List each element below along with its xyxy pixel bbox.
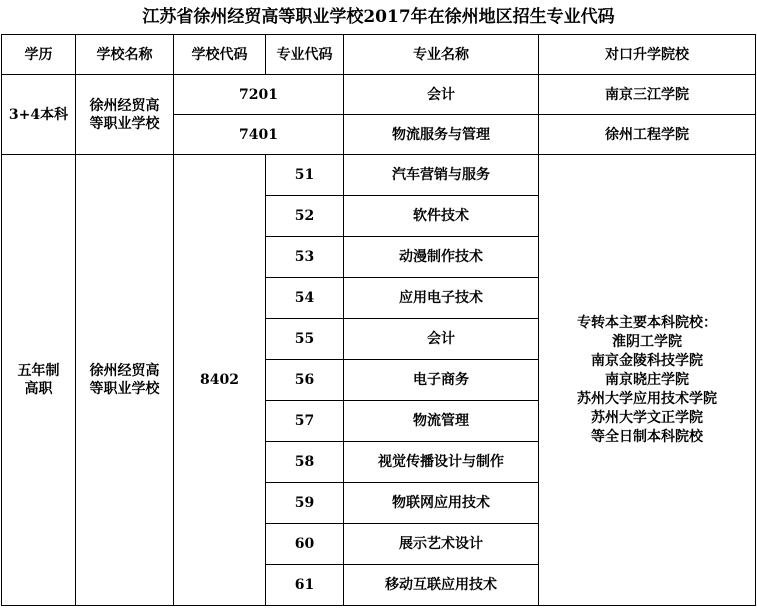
major-code-cell: 59 bbox=[266, 483, 344, 524]
school-name-line: 等职业学校 bbox=[89, 115, 160, 132]
header-level: 学历 bbox=[2, 35, 76, 75]
major-name-cell: 移动互联应用技术 bbox=[344, 565, 539, 606]
table-row bbox=[2, 155, 756, 196]
level-line: 五年制 bbox=[17, 363, 60, 379]
major-code-cell: 58 bbox=[266, 442, 344, 483]
target-college-line: 专转本主要本科院校： bbox=[577, 314, 717, 331]
major-name-cell: 电子商务 bbox=[344, 360, 539, 401]
header-school-name: 学校名称 bbox=[76, 35, 174, 75]
major-name-cell: 动漫制作技术 bbox=[344, 237, 539, 278]
target-college-line: 南京金陵科技学院 bbox=[591, 352, 703, 369]
major-code-cell: 61 bbox=[266, 565, 344, 606]
major-name-cell: 软件技术 bbox=[344, 196, 539, 237]
school-code-cell: 8402 bbox=[174, 155, 266, 606]
major-name-cell: 展示艺术设计 bbox=[344, 524, 539, 565]
major-code-cell: 52 bbox=[266, 196, 344, 237]
major-code-table bbox=[1, 34, 756, 606]
level-line: 高职 bbox=[24, 381, 53, 397]
major-name-cell: 会计 bbox=[344, 319, 539, 360]
header-row bbox=[2, 35, 756, 75]
major-code-cell: 56 bbox=[266, 360, 344, 401]
major-code-cell: 54 bbox=[266, 278, 344, 319]
school-name-cell bbox=[76, 75, 174, 155]
major-name-cell: 物流管理 bbox=[344, 401, 539, 442]
major-code-cell: 55 bbox=[266, 319, 344, 360]
major-name-cell: 汽车营销与服务 bbox=[344, 155, 539, 196]
major-name-cell: 物流服务与管理 bbox=[344, 115, 539, 155]
target-college-cell: 徐州工程学院 bbox=[539, 115, 756, 155]
header-school-code: 学校代码 bbox=[174, 35, 266, 75]
table-row bbox=[2, 75, 756, 115]
target-college-line: 等全日制本科院校 bbox=[591, 428, 703, 445]
code-cell: 7201 bbox=[174, 75, 344, 115]
target-college-line: 南京晓庄学院 bbox=[605, 371, 689, 388]
school-name-cell bbox=[76, 155, 174, 606]
code-cell: 7401 bbox=[174, 115, 344, 155]
major-code-cell: 53 bbox=[266, 237, 344, 278]
level-cell-five-year bbox=[2, 155, 76, 606]
school-name-line: 徐州经贸高 bbox=[89, 97, 160, 114]
target-college-list-cell bbox=[539, 155, 756, 606]
school-name-line: 等职业学校 bbox=[89, 381, 160, 397]
header-major-name: 专业名称 bbox=[344, 35, 539, 75]
document-title: 江苏省徐州经贸高等职业学校2017年在徐州地区招生专业代码 bbox=[142, 7, 615, 27]
major-code-cell: 60 bbox=[266, 524, 344, 565]
header-target-college: 对口升学院校 bbox=[539, 35, 756, 75]
target-college-line: 苏州大学文正学院 bbox=[591, 409, 703, 426]
school-name-line: 徐州经贸高 bbox=[89, 363, 160, 379]
level-cell-3plus4: 3+4本科 bbox=[2, 75, 76, 155]
major-name-cell: 应用电子技术 bbox=[344, 278, 539, 319]
target-college-line: 苏州大学应用技术学院 bbox=[577, 390, 717, 407]
header-major-code: 专业代码 bbox=[266, 35, 344, 75]
major-code-cell: 57 bbox=[266, 401, 344, 442]
major-name-cell: 会计 bbox=[344, 75, 539, 115]
major-name-cell: 物联网应用技术 bbox=[344, 483, 539, 524]
target-college-line: 淮阴工学院 bbox=[612, 333, 682, 350]
major-name-cell: 视觉传播设计与制作 bbox=[344, 442, 539, 483]
major-code-cell: 51 bbox=[266, 155, 344, 196]
target-college-cell: 南京三江学院 bbox=[539, 75, 756, 115]
